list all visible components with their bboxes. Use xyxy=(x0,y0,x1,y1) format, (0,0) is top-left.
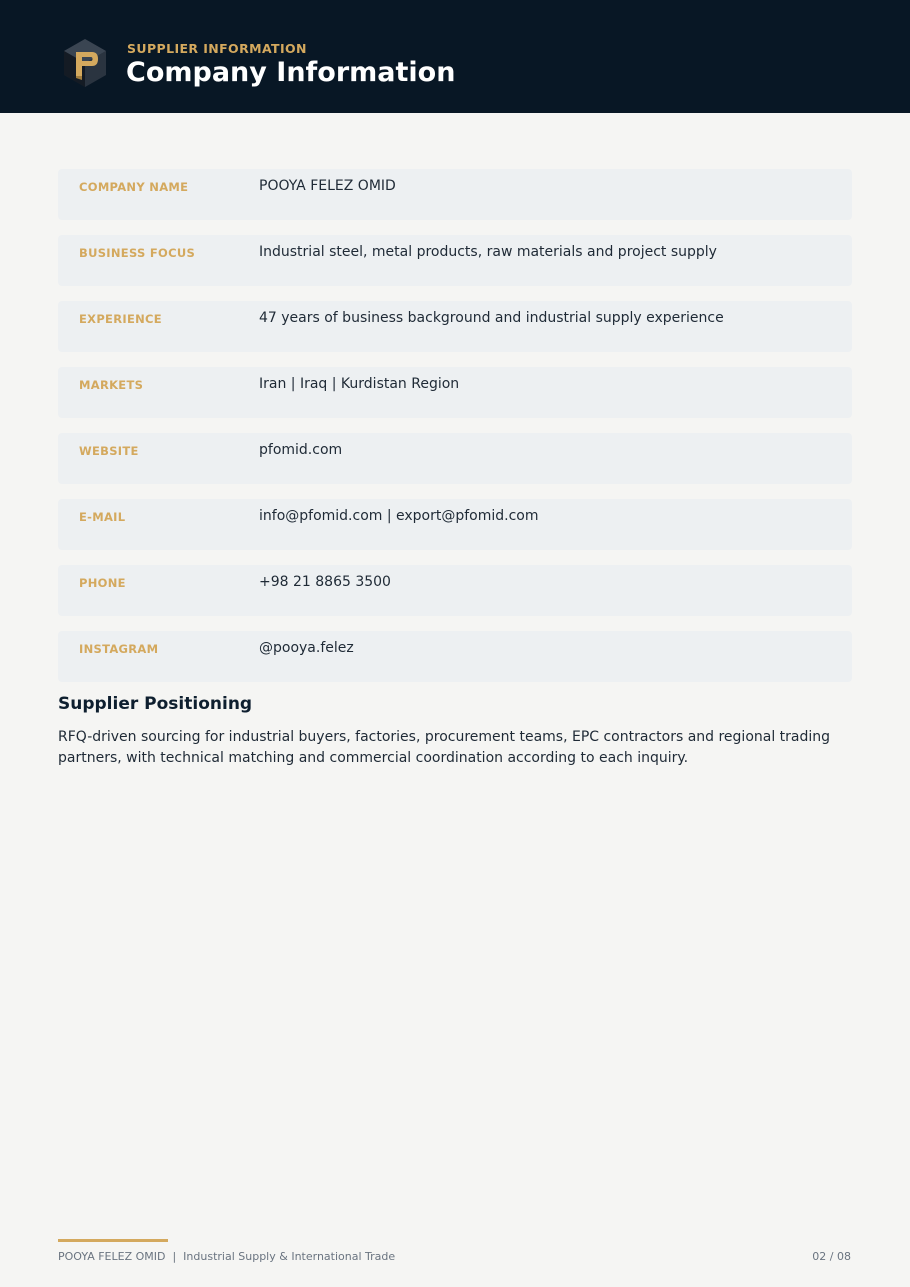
row-label: PHONE xyxy=(79,576,126,590)
row-value: Iran | Iraq | Kurdistan Region xyxy=(259,376,460,392)
row-label: WEBSITE xyxy=(79,444,139,458)
positioning-body: RFQ-driven sourcing for industrial buyers, factories, procurement teams, EPC contractors and regional trading partners, with technical matching and commercial coordination according to each inquiry. xyxy=(58,729,831,766)
phone-value: +98 21 8865 3500 xyxy=(259,574,391,590)
info-row-email xyxy=(58,499,852,550)
row-label: E-MAIL xyxy=(79,510,126,524)
info-row-markets xyxy=(58,367,852,418)
company-logo-icon xyxy=(62,38,108,88)
row-label: EXPERIENCE xyxy=(79,312,162,326)
footer-company-text: POOYA FELEZ OMID | Industrial Supply & International Trade xyxy=(58,1250,396,1263)
email-links[interactable]: info@pfomid.com | export@pfomid.com xyxy=(259,508,539,524)
page-header xyxy=(0,0,910,113)
info-row-phone xyxy=(58,565,852,616)
info-row-business-focus xyxy=(58,235,852,286)
row-value: 47 years of business background and industrial supply experience xyxy=(259,310,724,326)
row-label: BUSINESS FOCUS xyxy=(79,246,196,260)
website-link[interactable]: pfomid.com xyxy=(259,442,343,458)
info-row-instagram xyxy=(58,631,852,682)
page-title: Company Information xyxy=(126,57,456,88)
info-row-experience xyxy=(58,301,852,352)
row-value: POOYA FELEZ OMID xyxy=(259,178,396,194)
row-label: COMPANY NAME xyxy=(79,180,189,194)
instagram-handle: @pooya.felez xyxy=(259,640,354,656)
footer-accent-rule xyxy=(58,1239,168,1242)
company-info-list xyxy=(58,169,852,697)
info-row-website xyxy=(58,433,852,484)
row-label: MARKETS xyxy=(79,378,144,392)
row-value: Industrial steel, metal products, raw materials and project supply xyxy=(259,244,717,260)
info-row-company-name xyxy=(58,169,852,220)
positioning-title: Supplier Positioning xyxy=(58,694,253,714)
row-label: INSTAGRAM xyxy=(79,642,159,656)
page-number: 02 / 08 xyxy=(812,1250,851,1263)
header-eyebrow: SUPPLIER INFORMATION xyxy=(127,41,307,56)
